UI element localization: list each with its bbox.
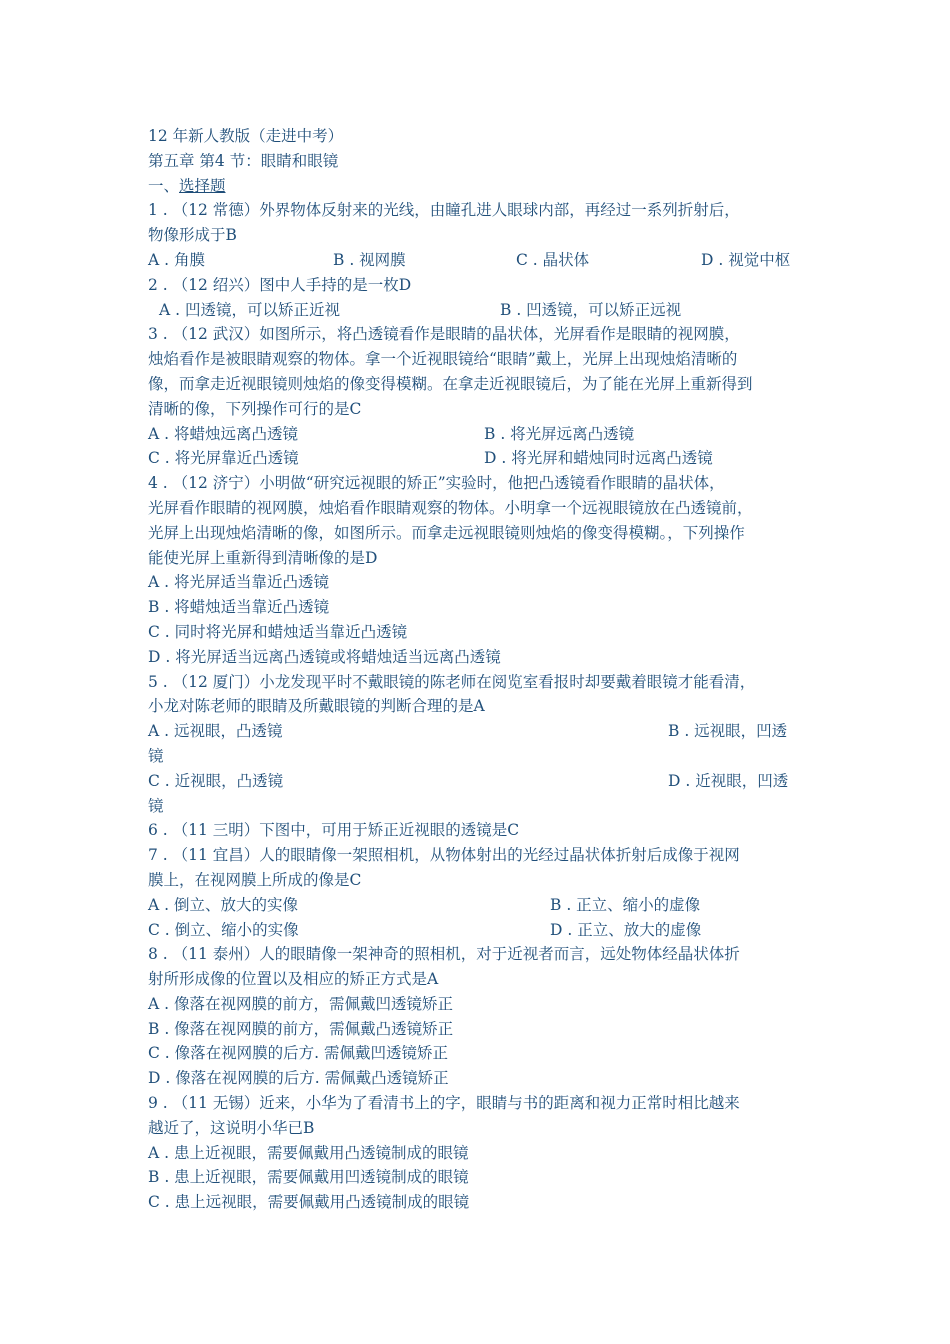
option-b: B . 像落在视网膜的前方，需佩戴凸透镜矫正 (148, 1019, 454, 1038)
section-heading: 一、选择题 (148, 176, 226, 195)
option-b: B . 将蜡烛适当靠近凸透镜 (148, 598, 330, 617)
question-7-stem: 膜上，在视网膜上所成的像是C (148, 870, 362, 889)
option-a: A . 倒立、放大的实像 (148, 895, 298, 914)
question-7-options (148, 918, 813, 943)
option-a: A . 角膜 (148, 250, 205, 269)
option-a: A . 将蜡烛远离凸透镜 (148, 424, 298, 443)
option-b: B . 将光屏远离凸透镜 (484, 424, 635, 443)
chapter-heading: 第五章 第4 节：眼睛和眼镜 (148, 151, 339, 170)
document-page (148, 124, 813, 1215)
question-5-stem: 5 . （12 厦门）小龙发现平时不戴眼镜的陈老师在阅览室看报时却要戴着眼镜才能看清， (148, 672, 756, 691)
option-d: D . 将光屏和蜡烛同时远离凸透镜 (484, 449, 713, 468)
option-d: D . 将光屏适当远离凸透镜或将蜡烛适当远离凸透镜 (148, 647, 501, 666)
option-d-wrap: 镜 (148, 796, 164, 815)
question-1-stem: 物像形成于B (148, 226, 237, 245)
question-5-options (148, 769, 813, 794)
question-3-stem: 3 . （12 武汉）如图所示，将凸透镜看作是眼睛的晶状体，光屏看作是眼睛的视网膜， (148, 325, 740, 344)
question-8-stem: 8 . （11 泰州）人的眼睛像一架神奇的照相机，对于近视者而言，远处物体经晶状体折 (148, 945, 740, 964)
document-title: 12 年新人教版（走进中考） (148, 127, 344, 145)
question-5-stem: 小龙对陈老师的眼睛及所戴眼镜的判断合理的是A (148, 697, 485, 716)
question-3-options (148, 422, 813, 447)
question-3-stem: 烛焰看作是被眼睛观察的物体。拿一个近视眼镜给“眼睛”戴上，光屏上出现烛焰清晰的 (148, 350, 738, 369)
question-3-stem: 像，而拿走近视眼镜则烛焰的像变得模糊。在拿走近视眼镜后，为了能在光屏上重新得到 (148, 374, 753, 393)
option-a: A . 远视眼，凸透镜 (148, 722, 283, 741)
question-2-options (148, 298, 813, 323)
question-4-stem: 光屏上出现烛焰清晰的像，如图所示。而拿走远视眼镜则烛焰的像变得模糊。，下列操作 (148, 523, 745, 542)
option-c: C . 患上远视眼，需要佩戴用凸透镜制成的眼镜 (148, 1193, 470, 1212)
option-c: C . 倒立、缩小的实像 (148, 920, 299, 939)
option-a: A . 患上近视眼，需要佩戴用凸透镜制成的眼镜 (148, 1143, 469, 1162)
question-6-stem: 6 . （11 三明）下图中，可用于矫正近视眼的透镜是C (148, 821, 520, 840)
question-4-stem: 4 . （12 济宁）小明做“研究远视眼的矫正”实验时，他把凸透镜看作眼睛的晶状体， (148, 474, 725, 493)
question-1-stem: 1 . （12 常德）外界物体反射来的光线，由瞳孔进人眼球内部，再经过一系列折射后， (148, 201, 740, 220)
question-7-options (148, 893, 813, 918)
option-a: A . 将光屏适当靠近凸透镜 (148, 573, 329, 592)
option-c: C . 像落在视网膜的后方. 需佩戴凹透镜矫正 (148, 1044, 448, 1063)
option-b: B . 视网膜 (333, 250, 406, 269)
question-3-stem: 清晰的像，下列操作可行的是C (148, 399, 362, 418)
question-3-options (148, 446, 813, 471)
section-heading-underlined: 选择题 (179, 176, 226, 195)
option-b: B . 患上近视眼，需要佩戴用凹透镜制成的眼镜 (148, 1168, 469, 1187)
option-b-wrap: 镜 (148, 746, 164, 765)
option-c: C . 同时将光屏和蜡烛适当靠近凸透镜 (148, 622, 408, 641)
option-d: D . 视觉中枢 (701, 250, 791, 269)
option-d: D . 近视眼，凹透 (668, 771, 789, 790)
question-8-stem: 射所形成像的位置以及相应的矫正方式是A (148, 970, 439, 989)
option-d: D . 像落在视网膜的后方. 需佩戴凸透镜矫正 (148, 1069, 449, 1088)
question-9-stem: 越近了，这说明小华已B (148, 1118, 315, 1137)
option-c: C . 近视眼，凸透镜 (148, 771, 284, 790)
question-4-stem: 能使光屏上重新得到清晰像的是D (148, 548, 378, 567)
question-4-stem: 光屏看作眼睛的视网膜，烛焰看作眼睛观察的物体。小明拿一个远视眼镜放在凸透镜前， (148, 498, 753, 517)
option-c: C . 晶状体 (516, 250, 590, 269)
option-b: B . 凹透镜，可以矫正远视 (500, 300, 682, 319)
option-b: B . 正立、缩小的虚像 (550, 895, 701, 914)
option-a: A . 像落在视网膜的前方，需佩戴凹透镜矫正 (148, 994, 453, 1013)
option-d: D . 正立、放大的虚像 (550, 920, 702, 939)
option-c: C . 将光屏靠近凸透镜 (148, 449, 299, 468)
option-a: A . 凹透镜，可以矫正近视 (159, 300, 340, 319)
question-7-stem: 7 . （11 宜昌）人的眼睛像一架照相机，从物体射出的光经过晶状体折射后成像于视网 (148, 846, 740, 865)
question-5-options (148, 719, 813, 744)
option-b: B . 远视眼，凹透 (668, 722, 788, 741)
question-9-stem: 9 . （11 无锡）近来，小华为了看清书上的字，眼睛与书的距离和视力正常时相比越来 (148, 1094, 740, 1113)
question-2-stem: 2 . （12 绍兴）图中人手持的是一枚D (148, 275, 412, 294)
question-1-options (148, 248, 813, 273)
